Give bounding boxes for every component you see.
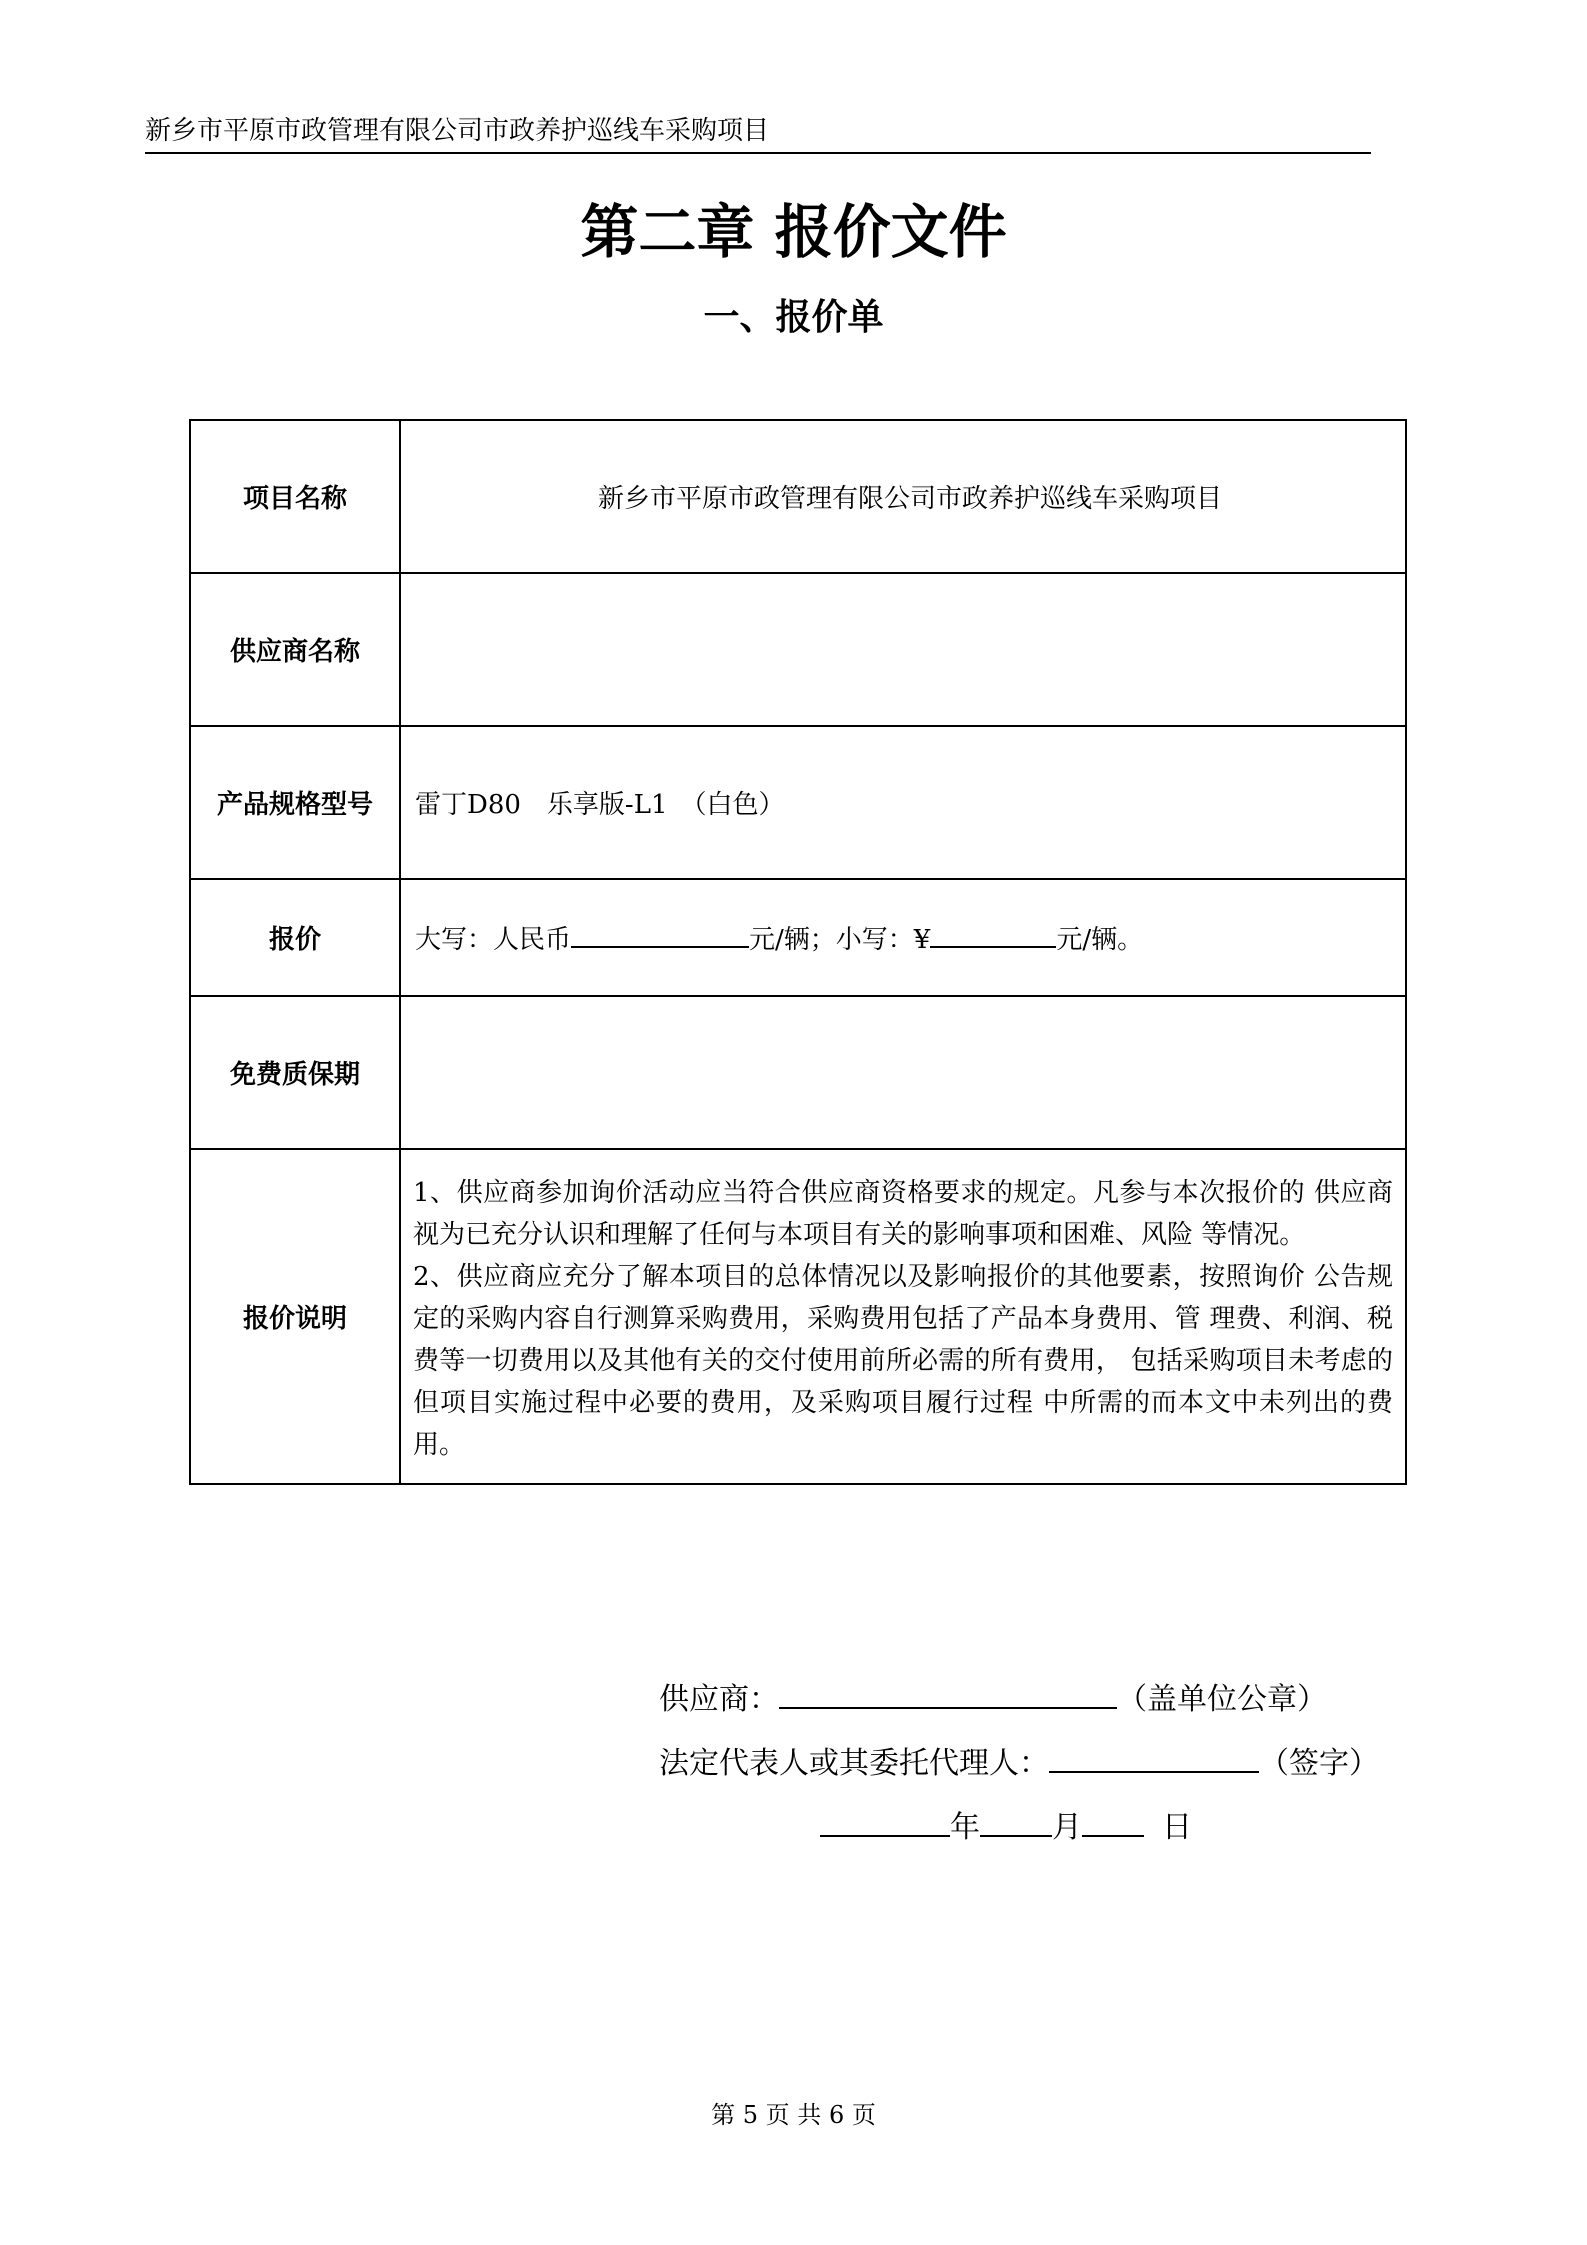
supplier-name-value[interactable]: [400, 573, 1406, 726]
project-name-label: 项目名称: [190, 420, 400, 573]
day-label: 日: [1162, 1810, 1192, 1845]
note-item-1: 1、供应商参加询价活动应当符合供应商资格要求的规定。凡参与本次报价的 供应商视为已充分认识和理解了任何与本项目有关的影响事项和困难、风险 等情况。: [413, 1177, 1393, 1250]
rep-sign-suffix: （签字）: [1259, 1746, 1379, 1781]
price-lowercase-blank[interactable]: [930, 945, 1056, 948]
row-notes: [190, 1149, 1406, 1484]
row-price: [190, 879, 1406, 996]
month-label: 月: [1052, 1810, 1082, 1845]
year-blank[interactable]: [820, 1834, 950, 1837]
year-label: 年: [950, 1810, 980, 1845]
price-unit2: 元/辆。: [1056, 925, 1144, 955]
supplier-name-label: 供应商名称: [190, 573, 400, 726]
supplier-signature-line: [659, 1678, 1327, 1722]
quotation-table: [189, 419, 1407, 1485]
chapter-title: 第二章 报价文件: [580, 198, 1007, 266]
project-name-value: 新乡市平原市政管理有限公司市政养护巡线车采购项目: [400, 420, 1406, 573]
notes-label: 报价说明: [190, 1149, 400, 1484]
row-project-name: [190, 420, 1406, 573]
price-uppercase-prefix: 大写：人民币: [415, 925, 572, 955]
note-item-2: 2、供应商应充分了解本项目的总体情况以及影响报价的其他要素，按照询价 公告规定的采购内容自行测算采购费用，采购费用包括了产品本身费用、管 理费、利润、税费等一切费用以及其他有关的交付使用前所必需的所有费用， 包括采购项目未考虑的但项目实施过程中必要的费用，及采购项目履行过程 中所需的而本文中未列出的费用。: [413, 1261, 1393, 1460]
row-supplier-name: [190, 573, 1406, 726]
rep-sign-label: 法定代表人或其委托代理人：: [659, 1746, 1049, 1781]
row-model: [190, 726, 1406, 879]
row-warranty: [190, 996, 1406, 1149]
warranty-label: 免费质保期: [190, 996, 400, 1149]
date-line: [820, 1806, 1192, 1850]
section-subtitle: 一、报价单: [703, 297, 884, 338]
page-number: 第 5 页 共 6 页: [711, 2101, 876, 2129]
price-value: [400, 879, 1406, 996]
model-value: 雷丁D80 乐享版-L1 （白色）: [400, 726, 1406, 879]
price-label: 报价: [190, 879, 400, 996]
running-header: [145, 112, 1371, 154]
rep-sign-blank[interactable]: [1049, 1770, 1259, 1773]
supplier-sign-suffix: （盖单位公章）: [1117, 1682, 1327, 1717]
day-blank[interactable]: [1082, 1834, 1144, 1837]
price-uppercase-blank[interactable]: [571, 945, 749, 948]
month-blank[interactable]: [980, 1834, 1052, 1837]
price-unit1: 元/辆；小写：¥: [749, 925, 931, 955]
model-label: 产品规格型号: [190, 726, 400, 879]
supplier-sign-label: 供应商：: [659, 1682, 779, 1717]
warranty-value[interactable]: [400, 996, 1406, 1149]
supplier-sign-blank[interactable]: [779, 1706, 1117, 1709]
running-header-text: 新乡市平原市政管理有限公司市政养护巡线车采购项目: [145, 116, 770, 146]
notes-content: [400, 1149, 1406, 1484]
representative-signature-line: [659, 1742, 1379, 1786]
